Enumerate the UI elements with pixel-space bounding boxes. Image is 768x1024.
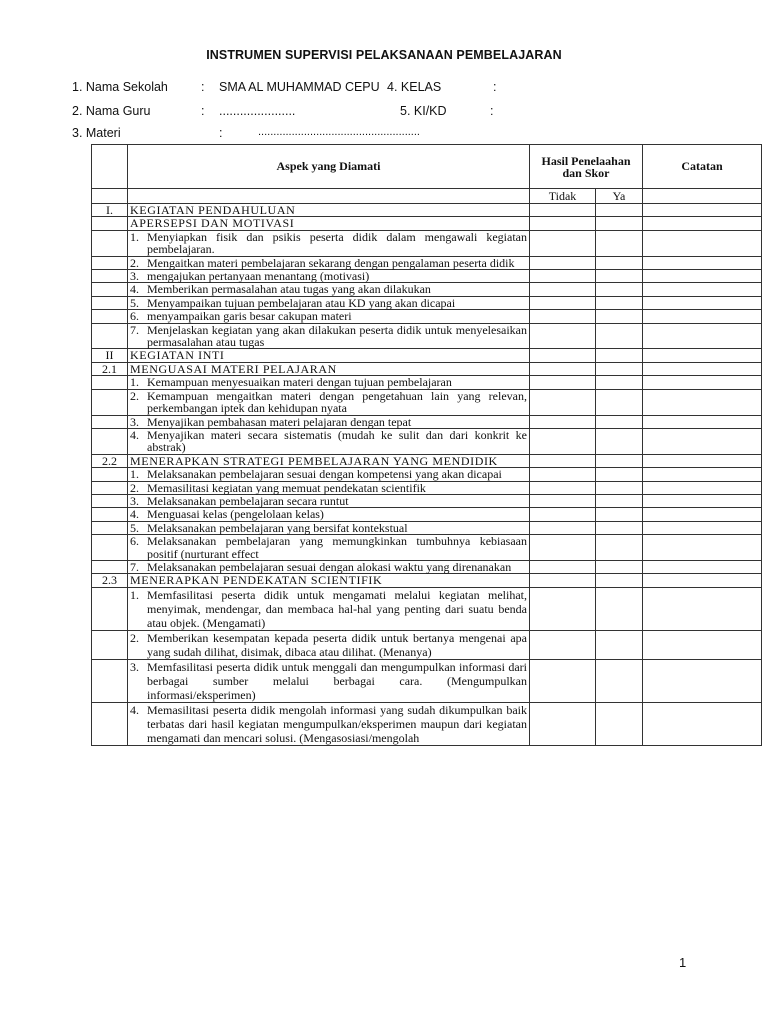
item-text: Menyampaikan tujuan pembelajaran atau KD yang akan dicapai: [147, 295, 456, 310]
ya-cell: [596, 217, 643, 230]
item-number: 7.: [130, 322, 139, 337]
item-text: Melaksanakan pembelajaran sesuai dengan kompetensi yang akan dicapai: [147, 467, 502, 482]
item-text: Melaksanakan pembelajaran yang bersifat kontekstual: [147, 520, 408, 535]
catatan-cell: [643, 296, 762, 309]
tidak-cell: [530, 454, 596, 467]
table-row: [92, 535, 762, 561]
empty-cell: [643, 189, 762, 204]
catatan-cell: [643, 574, 762, 587]
tidak-cell: [530, 494, 596, 507]
item-cell: [128, 481, 530, 494]
catatan-cell: [643, 349, 762, 362]
catatan-cell: [643, 376, 762, 389]
table-row: [92, 521, 762, 534]
section-title: KEGIATAN PENDAHULUAN: [128, 204, 530, 217]
kelas-colon: :: [493, 80, 497, 94]
item-text: Menjelaskan kegiatan yang akan dilakukan peserta didik untuk menyelesaikan permasalahan atau tugas: [147, 322, 527, 350]
table-row: [92, 296, 762, 309]
tidak-cell: [530, 560, 596, 573]
item-cell: [128, 428, 530, 454]
catatan-cell: [643, 659, 762, 702]
item-number: 2.: [130, 480, 139, 495]
catatan-cell: [643, 630, 762, 659]
empty-cell: [92, 702, 128, 745]
tidak-cell: [530, 481, 596, 494]
tidak-cell: [530, 587, 596, 630]
ya-cell: [596, 376, 643, 389]
ya-cell: [596, 494, 643, 507]
no-header-cell: [92, 145, 128, 189]
ya-cell: [596, 310, 643, 323]
catatan-cell: [643, 454, 762, 467]
table-row: [92, 310, 762, 323]
empty-cell: [92, 494, 128, 507]
ya-cell: [596, 702, 643, 745]
item-number: 4.: [130, 282, 139, 297]
table-row: [92, 256, 762, 269]
ya-cell: [596, 587, 643, 630]
item-number: 3.: [130, 659, 139, 674]
item-number: 1.: [130, 229, 139, 244]
item-text: Menyiapkan fisik dan psikis peserta didik dalam mengawali kegiatan pembelajaran.: [147, 229, 527, 257]
item-cell: [128, 560, 530, 573]
empty-cell: [92, 323, 128, 349]
item-cell: [128, 296, 530, 309]
item-number: 3.: [130, 269, 139, 284]
tidak-cell: [530, 535, 596, 561]
table-row: [92, 415, 762, 428]
item-number: 1.: [130, 467, 139, 482]
item-number: 1.: [130, 587, 139, 602]
item-text: Memfasilitasi peserta didik untuk menggali dan mengumpulkan informasi dari berbagai sumber melalui berbagai cara. (Mengumpulkan informasi/eksperimen): [147, 659, 527, 702]
nama-sekolah-label: 1. Nama Sekolah: [72, 80, 168, 94]
item-cell: [128, 468, 530, 481]
table-row: [92, 494, 762, 507]
item-number: 4.: [130, 507, 139, 522]
ya-cell: [596, 521, 643, 534]
table-row: [92, 481, 762, 494]
tidak-cell: [530, 415, 596, 428]
nama-sekolah-value: SMA AL MUHAMMAD CEPU: [219, 80, 380, 94]
subsection-title: MENGUASAI MATERI PELAJARAN: [128, 362, 530, 375]
catatan-cell: [643, 481, 762, 494]
ya-cell: [596, 283, 643, 296]
empty-cell: [92, 270, 128, 283]
catatan-cell: [643, 256, 762, 269]
item-text: Kemampuan mengaitkan materi dengan pengetahuan lain yang relevan, perkembangan iptek dan kehidupan nyata: [147, 388, 527, 416]
empty-cell: [92, 521, 128, 534]
item-number: 7.: [130, 559, 139, 574]
table-row: [92, 508, 762, 521]
tidak-header: Tidak: [530, 189, 596, 204]
catatan-header: Catatan: [643, 145, 762, 189]
tidak-cell: [530, 659, 596, 702]
catatan-cell: [643, 230, 762, 256]
table-row: [92, 659, 762, 702]
empty-cell: [92, 283, 128, 296]
ya-cell: [596, 296, 643, 309]
item-text: Melaksanakan pembelajaran yang memungkinkan tumbuhnya kebiasaan positif (nurturant effect: [147, 534, 527, 561]
catatan-cell: [643, 283, 762, 296]
item-cell: [128, 508, 530, 521]
tidak-cell: [530, 270, 596, 283]
item-text: Menyajikan materi secara sistematis (mudah ke sulit dan dari konkrit ke abstrak): [147, 427, 527, 455]
subsection-title: MENERAPKAN STRATEGI PEMBELAJARAN YANG MENDIDIK: [128, 454, 530, 467]
tidak-cell: [530, 362, 596, 375]
item-cell: [128, 702, 530, 745]
empty-cell: [92, 310, 128, 323]
empty-cell: [92, 630, 128, 659]
materi-label: 3. Materi: [72, 126, 121, 140]
ya-cell: [596, 349, 643, 362]
tidak-cell: [530, 283, 596, 296]
table-row: [92, 702, 762, 745]
nama-guru-value: ......................: [219, 104, 296, 118]
subsection-number: 2.3: [92, 574, 128, 587]
empty-cell: [92, 217, 128, 230]
table-row: [92, 560, 762, 573]
empty-cell: [92, 560, 128, 573]
item-cell: [128, 323, 530, 349]
empty-cell: [92, 389, 128, 415]
catatan-cell: [643, 362, 762, 375]
tidak-cell: [530, 574, 596, 587]
item-cell: [128, 256, 530, 269]
item-text: Menyajikan pembahasan materi pelajaran dengan tepat: [147, 414, 412, 429]
ya-cell: [596, 560, 643, 573]
tidak-cell: [530, 702, 596, 745]
catatan-cell: [643, 468, 762, 481]
section-title: KEGIATAN INTI: [128, 349, 530, 362]
table-row: [92, 283, 762, 296]
item-number: 4.: [130, 427, 139, 442]
catatan-cell: [643, 389, 762, 415]
item-number: 2.: [130, 388, 139, 403]
catatan-cell: [643, 415, 762, 428]
item-number: 2.: [130, 630, 139, 645]
ya-cell: [596, 230, 643, 256]
empty-cell: [92, 230, 128, 256]
item-number: 2.: [130, 255, 139, 270]
empty-cell: [92, 376, 128, 389]
subsection-title: APERSEPSI DAN MOTIVASI: [128, 217, 530, 230]
tidak-cell: [530, 349, 596, 362]
table-row: [92, 468, 762, 481]
item-cell: [128, 659, 530, 702]
catatan-cell: [643, 508, 762, 521]
empty-cell: [92, 428, 128, 454]
section-number: II: [92, 349, 128, 362]
empty-cell: [128, 189, 530, 204]
ya-cell: [596, 428, 643, 454]
catatan-cell: [643, 310, 762, 323]
empty-cell: [92, 468, 128, 481]
item-cell: [128, 521, 530, 534]
item-text: menyampaikan garis besar cakupan materi: [147, 309, 352, 324]
item-cell: [128, 283, 530, 296]
tidak-cell: [530, 389, 596, 415]
item-text: Memfasilitasi peserta didik untuk mengamati melalui kegiatan melihat, menyimak, mendengar, dan membaca hal-hal yang penting dari suatu benda atau objek. (Mengamati): [147, 587, 527, 630]
ya-cell: [596, 535, 643, 561]
ya-cell: [596, 389, 643, 415]
item-cell: [128, 494, 530, 507]
item-text: Mengaitkan materi pembelajaran sekarang dengan pengalaman peserta didik: [147, 255, 515, 270]
item-cell: [128, 310, 530, 323]
empty-cell: [92, 508, 128, 521]
empty-cell: [92, 659, 128, 702]
item-number: 5.: [130, 295, 139, 310]
tidak-cell: [530, 296, 596, 309]
nama-guru-label: 2. Nama Guru: [72, 104, 151, 118]
item-cell: [128, 270, 530, 283]
item-text: Memasilitasi peserta didik mengolah informasi yang sudah dikumpulkan baik terbatas dari hasil kegiatan mengumpulkan/eksperimen maupun dari kegiatan mengamati dan mencari solusi. (Mengasosiasi/mengolah: [147, 702, 527, 745]
subsection-title: MENERAPKAN PENDEKATAN SCIENTIFIK: [128, 574, 530, 587]
tidak-cell: [530, 310, 596, 323]
table-row: [92, 376, 762, 389]
item-text: Menguasai kelas (pengelolaan kelas): [147, 507, 324, 522]
empty-cell: [92, 256, 128, 269]
tidak-cell: [530, 630, 596, 659]
catatan-cell: [643, 535, 762, 561]
table-row: [92, 323, 762, 349]
empty-cell: [92, 535, 128, 561]
item-cell: [128, 587, 530, 630]
empty-cell: [92, 481, 128, 494]
table-row: [92, 270, 762, 283]
item-cell: [128, 535, 530, 561]
ya-cell: [596, 454, 643, 467]
catatan-cell: [643, 702, 762, 745]
ya-header: Ya: [596, 189, 643, 204]
kelas-label: 4. KELAS: [387, 80, 442, 94]
ya-cell: [596, 508, 643, 521]
item-text: Kemampuan menyesuaikan materi dengan tujuan pembelajaran: [147, 375, 452, 390]
empty-cell: [92, 296, 128, 309]
tidak-cell: [530, 217, 596, 230]
tidak-cell: [530, 508, 596, 521]
table-row: [92, 428, 762, 454]
item-number: 6.: [130, 534, 139, 549]
subsection-number: 2.1: [92, 362, 128, 375]
nama-sekolah-colon: :: [201, 80, 205, 94]
item-text: mengajukan pertanyaan menantang (motivasi): [147, 269, 370, 284]
ya-cell: [596, 574, 643, 587]
tidak-cell: [530, 428, 596, 454]
catatan-cell: [643, 323, 762, 349]
item-cell: [128, 415, 530, 428]
ya-cell: [596, 481, 643, 494]
catatan-cell: [643, 560, 762, 573]
item-text: Melaksanakan pembelajaran sesuai dengan alokasi waktu yang direnanakan: [147, 559, 512, 574]
catatan-cell: [643, 270, 762, 283]
catatan-cell: [643, 494, 762, 507]
tidak-cell: [530, 323, 596, 349]
item-number: 1.: [130, 375, 139, 390]
table-row: [92, 230, 762, 256]
ya-cell: [596, 270, 643, 283]
empty-cell: [92, 587, 128, 630]
empty-cell: [92, 415, 128, 428]
section-number: I.: [92, 204, 128, 217]
materi-value: .....................................................: [258, 126, 420, 138]
item-text: Memasilitasi kegiatan yang memuat pendekatan scientifik: [147, 480, 426, 495]
nama-guru-colon: :: [201, 104, 205, 118]
item-text: Memberikan kesempatan kepada peserta didik untuk bertanya mengenai apa yang sudah dilihat, disimak, dibaca atau dilihat. (Menanya): [147, 630, 527, 659]
catatan-cell: [643, 587, 762, 630]
tidak-cell: [530, 204, 596, 217]
ya-cell: [596, 256, 643, 269]
tidak-cell: [530, 376, 596, 389]
item-cell: [128, 389, 530, 415]
catatan-cell: [643, 217, 762, 230]
empty-cell: [92, 189, 128, 204]
ya-cell: [596, 323, 643, 349]
tidak-cell: [530, 256, 596, 269]
ya-cell: [596, 659, 643, 702]
kikd-label: 5. KI/KD: [400, 104, 447, 118]
ya-cell: [596, 468, 643, 481]
ya-cell: [596, 630, 643, 659]
item-number: 3.: [130, 414, 139, 429]
page-number: 1: [679, 955, 687, 970]
catatan-cell: [643, 521, 762, 534]
materi-colon: :: [219, 126, 223, 140]
catatan-cell: [643, 428, 762, 454]
aspek-header: Aspek yang Diamati: [128, 145, 530, 189]
table-row: [92, 389, 762, 415]
item-text: Memberikan permasalahan atau tugas yang akan dilakukan: [147, 282, 431, 297]
item-text: Melaksanakan pembelajaran secara runtut: [147, 493, 349, 508]
item-cell: [128, 230, 530, 256]
ya-cell: [596, 204, 643, 217]
item-number: 5.: [130, 520, 139, 535]
item-cell: [128, 376, 530, 389]
ya-cell: [596, 362, 643, 375]
table-row: [92, 630, 762, 659]
table-row: [92, 587, 762, 630]
tidak-cell: [530, 521, 596, 534]
ya-cell: [596, 415, 643, 428]
catatan-cell: [643, 204, 762, 217]
hasil-header: Hasil Penelaahan dan Skor: [530, 145, 643, 189]
subsection-number: 2.2: [92, 454, 128, 467]
item-cell: [128, 630, 530, 659]
supervision-table: [91, 144, 762, 746]
kikd-colon: :: [490, 104, 494, 118]
item-number: 4.: [130, 702, 139, 717]
item-number: 6.: [130, 309, 139, 324]
tidak-cell: [530, 468, 596, 481]
page-title: INSTRUMEN SUPERVISI PELAKSANAAN PEMBELAJARAN: [206, 48, 562, 62]
item-number: 3.: [130, 493, 139, 508]
tidak-cell: [530, 230, 596, 256]
